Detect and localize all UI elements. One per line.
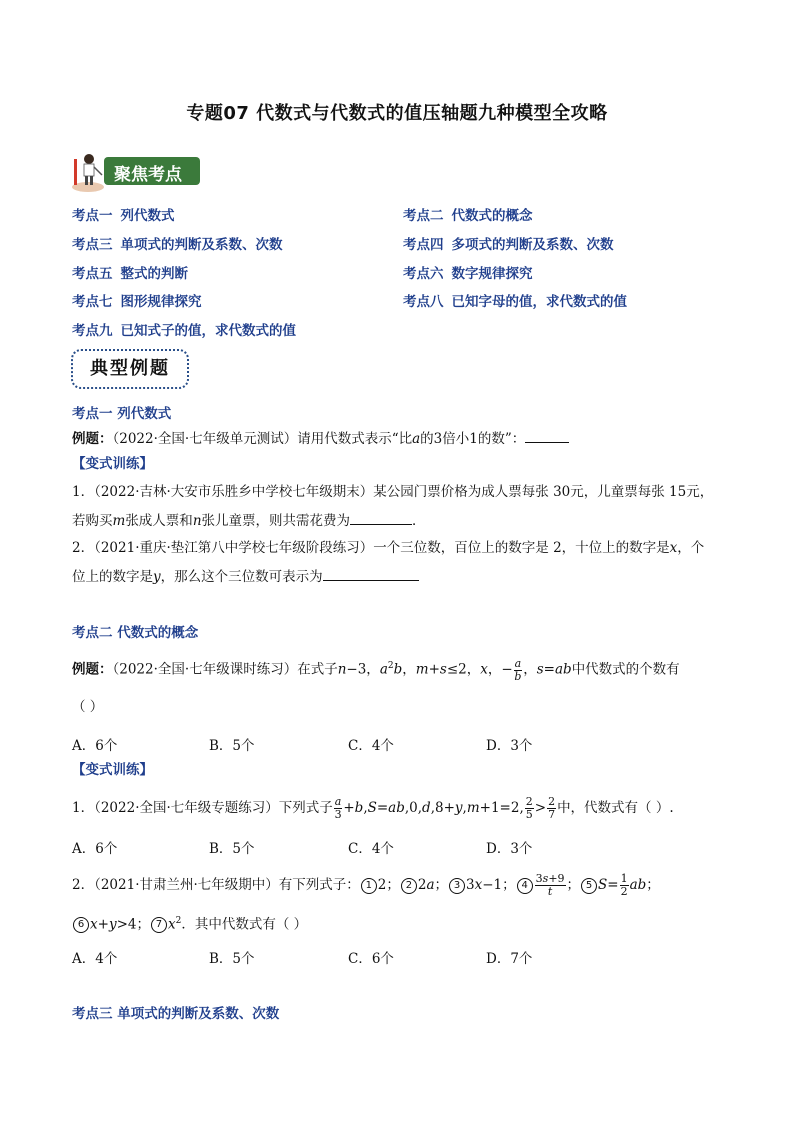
section-2-heading: 考点二 代数式的概念: [72, 625, 199, 641]
s1-q2-line1: 2．（2021·重庆·垫江第八中学校七年级阶段练习）一个三位数，百位上的数字是 2，十位上的数字是x，个: [72, 540, 705, 556]
s2-variant-heading: 【变式训练】: [72, 762, 153, 778]
toc-item-4[interactable]: 考点四 多项式的判断及系数、次数: [403, 237, 614, 253]
s1-q1-line1: 1．（2022·吉林·大安市乐胜乡中学校七年级期末）某公园门票价格为成人票每张 30元，儿童票每张 15元，: [72, 484, 714, 500]
toc-item-2[interactable]: 考点二 代数式的概念: [403, 208, 533, 224]
s2-example: 例题：（2022·全国·七年级课时练习）在式子n−3，$a^2b$，m+s≤2，x，− $\frac{a}{b}$ ，s=ab中代数式的个数有: [72, 656, 680, 683]
s2-q2-option-d[interactable]: D．7个: [486, 951, 533, 967]
answer-blank[interactable]: [525, 428, 569, 443]
s2-option-b[interactable]: B．5个: [209, 738, 255, 754]
answer-blank[interactable]: [350, 510, 412, 525]
section-3-heading: 考点三 单项式的判断及系数、次数: [72, 1006, 280, 1022]
toc-item-5[interactable]: 考点五 整式的判断: [72, 266, 188, 282]
section-1-heading: 考点一 列代数式: [72, 406, 172, 422]
s1-q1-line2: 若购买m张成人票和n张儿童票，则共需花费为 ．: [72, 510, 426, 531]
toc-item-8[interactable]: 考点八 已知字母的值，求代数式的值: [403, 294, 627, 310]
s2-q1-option-c[interactable]: C．4个: [348, 841, 394, 857]
banner-label: 聚焦考点: [114, 165, 182, 185]
s2-example-paren: （ ）: [72, 699, 104, 715]
toc-item-1[interactable]: 考点一 列代数式: [72, 208, 175, 224]
s2-option-a[interactable]: A．6个: [72, 738, 118, 754]
typical-examples-label: 典型例题: [90, 358, 170, 379]
s2-q1-option-a[interactable]: A．6个: [72, 841, 118, 857]
s2-q1-option-b[interactable]: B．5个: [209, 841, 255, 857]
s2-q2-line1: 2．（2021·甘肃兰州·七年级期中）有下列式子： 1 2； 2 2a； 3 3x−1； 4 $\frac{3s+9}{t}$ ； 5 S= $\frac{1}{2}$ ab；: [72, 872, 660, 898]
page-title: 专题07 代数式与代数式的值压轴题九种模型全攻略: [186, 103, 608, 124]
s2-q1-option-d[interactable]: D．3个: [486, 841, 533, 857]
typical-examples-box: [71, 349, 189, 389]
s1-q2-line2: 位上的数字是y，那么这个三位数可表示为: [72, 566, 419, 587]
s2-option-d[interactable]: D．3个: [486, 738, 533, 754]
s2-q1: 1．（2022·全国·七年级专题练习）下列式子 $\frac{a}{3}$ +b,S=ab,0,d,8+y,m+1=2, $\frac{2}{5}$ > $\frac{2}{7}$ 中，代数式有（ ）.: [72, 795, 674, 821]
s2-q2-option-c[interactable]: C．6个: [348, 951, 394, 967]
s1-example: 例题：（2022·全国·七年级单元测试）请用代数式表示“比a的3倍小1的数”：: [72, 428, 569, 449]
focus-banner: [70, 151, 202, 193]
s2-option-c[interactable]: C．4个: [348, 738, 394, 754]
answer-blank[interactable]: [323, 566, 419, 581]
s2-q2-line2: 6 x+y>4； 7 $x^2$．其中代数式有（ ）: [72, 911, 307, 935]
s1-variant-heading: 【变式训练】: [72, 456, 153, 472]
toc-item-7[interactable]: 考点七 图形规律探究: [72, 294, 202, 310]
toc-item-9[interactable]: 考点九 已知式子的值，求代数式的值: [72, 323, 296, 339]
s2-q2-option-a[interactable]: A．4个: [72, 951, 118, 967]
s2-q2-option-b[interactable]: B．5个: [209, 951, 255, 967]
toc-item-6[interactable]: 考点六 数字规律探究: [403, 266, 533, 282]
toc-item-3[interactable]: 考点三 单项式的判断及系数、次数: [72, 237, 283, 253]
